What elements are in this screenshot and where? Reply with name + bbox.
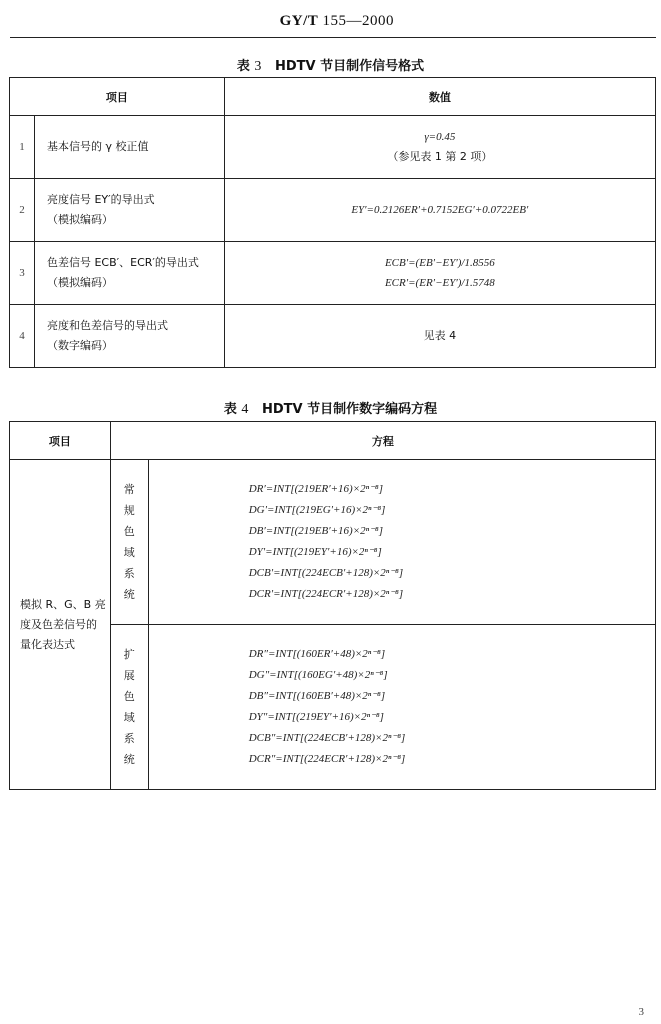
table4 — [9, 421, 656, 790]
gamut-char: 统 — [123, 753, 135, 766]
row-value-line1: γ=0.45 — [424, 131, 456, 143]
gamut-char: 扩 — [123, 648, 135, 661]
equation: DCR″=INT[(224ECR′+128)×2ⁿ⁻⁸] — [248, 753, 406, 765]
table3-caption — [0, 55, 661, 75]
row-value-line2: ECR′=(ER′−EY′)/1.5748 — [384, 277, 495, 289]
row-index: 4 — [10, 305, 35, 368]
table4-caption-prefix: 表 — [223, 402, 237, 417]
row-item — [34, 179, 224, 242]
row-item-line1: 亮度和色差信号的导出式 — [46, 319, 168, 332]
gamut-char: 系 — [123, 732, 135, 745]
row-value — [224, 179, 655, 242]
table4-col-item: 项目 — [10, 422, 111, 460]
row-value-line1: ECB′=(EB′−EY′)/1.8556 — [384, 257, 495, 269]
table-row — [10, 179, 656, 242]
equation: DB′=INT[(219EB′+16)×2ⁿ⁻⁸] — [248, 525, 383, 537]
table4-col-equation: 方程 — [110, 422, 655, 460]
table3-caption-title: HDTV 节目制作信号格式 — [274, 59, 425, 74]
equation: DG′=INT[(219EG′+16)×2ⁿ⁻⁸] — [248, 504, 386, 516]
row-item-line1: 色差信号 ECB′、ECR′的导出式 — [46, 256, 199, 269]
gamut-char: 规 — [123, 504, 135, 517]
gamut-char: 域 — [123, 546, 135, 559]
equation: DB″=INT[(160EB′+48)×2ⁿ⁻⁸] — [248, 690, 386, 702]
gamut-char: 域 — [123, 711, 135, 724]
equation: DY′=INT[(219EY′+16)×2ⁿ⁻⁸] — [248, 546, 382, 558]
row-value — [224, 305, 655, 368]
row-value — [224, 242, 655, 305]
table-row — [10, 116, 656, 179]
gamut-label-conventional — [110, 460, 148, 625]
row-item — [34, 305, 224, 368]
row-item — [34, 242, 224, 305]
row-item-line2: （模拟编码） — [46, 213, 113, 226]
table4-caption-number: 4 — [241, 402, 249, 417]
row-item — [34, 116, 224, 179]
equation: DCB″=INT[(224ECB′+128)×2ⁿ⁻⁸] — [248, 732, 406, 744]
table3-caption-prefix: 表 — [236, 59, 250, 74]
row-item-line1: 亮度信号 EY′的导出式 — [46, 193, 155, 206]
table4-caption — [0, 398, 661, 418]
row-index: 1 — [10, 116, 35, 179]
row-value-line1: EY′=0.2126ER′+0.7152EG′+0.0722EB′ — [351, 204, 529, 216]
page-header — [10, 0, 656, 38]
equation: DG″=INT[(160EG′+48)×2ⁿ⁻⁸] — [248, 669, 388, 681]
table-row — [10, 242, 656, 305]
gamut-char: 色 — [123, 525, 135, 538]
equation: DR′=INT[(219ER′+16)×2ⁿ⁻⁸] — [248, 483, 383, 495]
gamut-char: 常 — [123, 483, 135, 496]
table-row — [10, 460, 656, 625]
table4-caption-title: HDTV 节目制作数字编码方程 — [261, 402, 438, 417]
row-value — [224, 116, 655, 179]
equation-list-conventional — [148, 460, 655, 625]
equation: DY″=INT[(219EY′+16)×2ⁿ⁻⁸] — [248, 711, 384, 723]
row-label-line2: 度及色差信号的 — [20, 617, 97, 631]
table-row — [10, 305, 656, 368]
standard-number: 155—2000 — [322, 13, 394, 29]
row-index: 3 — [10, 242, 35, 305]
row-item-line2: （模拟编码） — [46, 276, 113, 289]
row-value-line1: 见表 4 — [423, 329, 457, 342]
table4-header-row — [10, 422, 656, 460]
row-index: 2 — [10, 179, 35, 242]
table3-col-item: 项目 — [10, 78, 225, 116]
row-label-line3: 量化表达式 — [20, 637, 75, 651]
row-label — [10, 460, 111, 790]
equation: DCB′=INT[(224ECB′+128)×2ⁿ⁻⁸] — [248, 567, 404, 579]
row-item-line1: 基本信号的 γ 校正值 — [46, 140, 149, 153]
equation: DR″=INT[(160ER′+48)×2ⁿ⁻⁸] — [248, 648, 386, 660]
table3 — [9, 77, 656, 368]
row-item-line2: （数字编码） — [46, 339, 113, 352]
equation: DCR′=INT[(224ECR′+128)×2ⁿ⁻⁸] — [248, 588, 404, 600]
standard-code — [280, 13, 394, 30]
row-label-line1: 模拟 R、G、B 亮 — [20, 597, 106, 611]
standard-code-prefix: GY/T — [279, 13, 319, 29]
gamut-label-extended — [110, 625, 148, 790]
table3-col-value: 数值 — [224, 78, 655, 116]
row-value-line2: （参见表 1 第 2 项） — [387, 150, 493, 163]
gamut-char: 色 — [123, 690, 135, 703]
table3-caption-number: 3 — [254, 59, 262, 74]
gamut-char: 系 — [123, 567, 135, 580]
gamut-char: 统 — [123, 588, 135, 601]
equation-list-extended — [148, 625, 655, 790]
table3-header-row — [10, 78, 656, 116]
page-number: 3 — [638, 1006, 644, 1018]
gamut-char: 展 — [123, 669, 135, 682]
